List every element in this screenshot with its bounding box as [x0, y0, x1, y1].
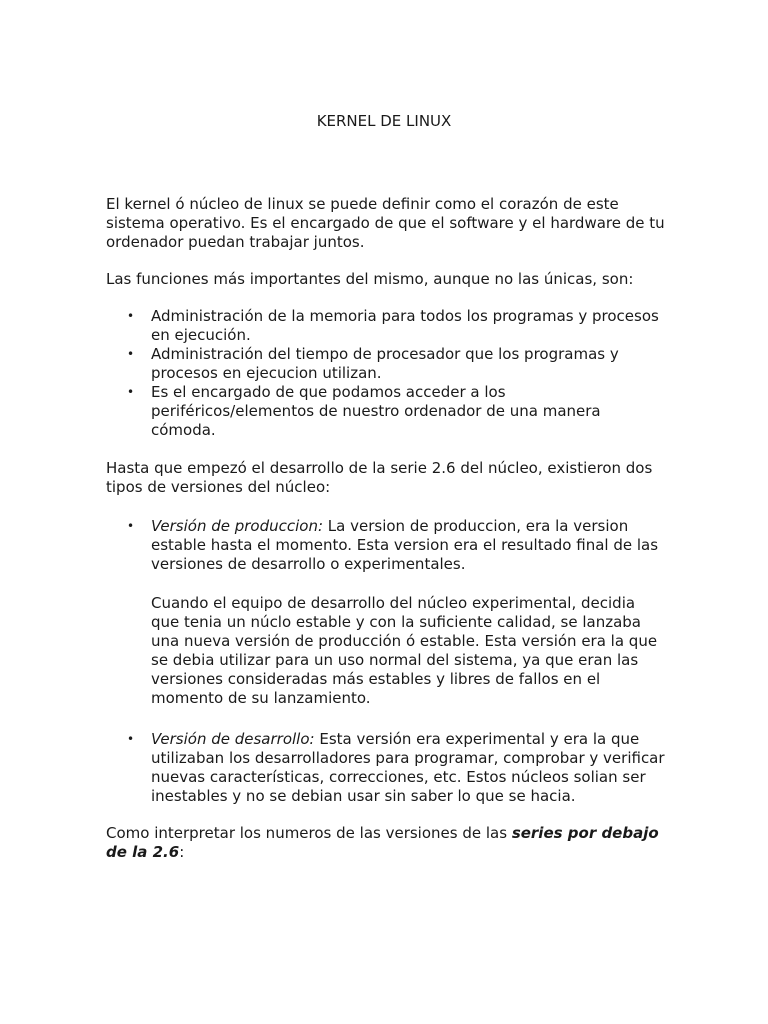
version-term: Versión de produccion:: [151, 517, 324, 535]
functions-intro-paragraph: Las funciones más importantes del mismo, aunque no las únicas, son:: [106, 270, 634, 288]
bullet-icon: •: [127, 519, 135, 533]
list-item-text: Es el encargado de que podamos acceder a los periféricos/elementos de nuestro ordenador de una manera cómoda.: [151, 383, 601, 439]
document-title: KERNEL DE LINUX: [316, 112, 452, 130]
intro-paragraph: El kernel ó núcleo de linux se puede definir como el corazón de este sistema operativo. Es el encargado de que el software y el hardware de tu ordenador puedan trabajar juntos.: [106, 195, 665, 251]
list-item-text: Administración del tiempo de procesador que los programas y procesos en ejecucion utilizan.: [151, 345, 619, 382]
version-text: La version de produccion, era la version estable hasta el momento. Esta version era el resultado final de las versiones de desarrollo o experimentales.: [151, 517, 659, 573]
version-production-note: Cuando el equipo de desarrollo del núcleo experimental, decidia que tenia un núclo estable y con la suficiente calidad, se lanzaba una nueva versión de producción ó estable. Esta versión era la que se debia utilizar para un uso normal del sistema, ya que eran las versiones consideradas más estables y libres de fallos en el momento de su lanzamiento.: [151, 594, 658, 707]
versions-intro-paragraph: Hasta que empezó el desarrollo de la serie 2.6 del núcleo, existieron dos tipos de versiones del núcleo:: [106, 459, 653, 496]
list-item: [106, 517, 666, 708]
versions-list: [106, 517, 666, 806]
list-item: [106, 345, 666, 383]
list-item: [106, 730, 666, 806]
document-body: [106, 195, 666, 862]
version-term: Versión de desarrollo:: [151, 730, 315, 748]
functions-list: [106, 307, 666, 440]
bullet-icon: •: [127, 309, 135, 323]
closing-emphasis: series por debajo de la 2.6: [106, 824, 659, 861]
list-item-text: Administración de la memoria para todos los programas y procesos en ejecución.: [151, 307, 659, 344]
bullet-icon: •: [127, 385, 135, 399]
list-item: [106, 383, 666, 440]
version-development-paragraph: [151, 730, 666, 806]
list-item: [106, 307, 666, 345]
closing-paragraph: [106, 824, 666, 862]
bullet-icon: •: [127, 732, 135, 746]
closing-text: Como interpretar los numeros de las versiones de las: [106, 824, 512, 842]
bullet-icon: •: [127, 347, 135, 361]
version-production-paragraph: [151, 517, 666, 574]
closing-end: :: [179, 843, 185, 861]
version-text: Esta versión era experimental y era la que utilizaban los desarrolladores para programar, comprobar y verificar nuevas características, correcciones, etc. Estos núcleos solian ser inestables y no se debian usar sin saber lo que se hacia.: [151, 730, 665, 805]
